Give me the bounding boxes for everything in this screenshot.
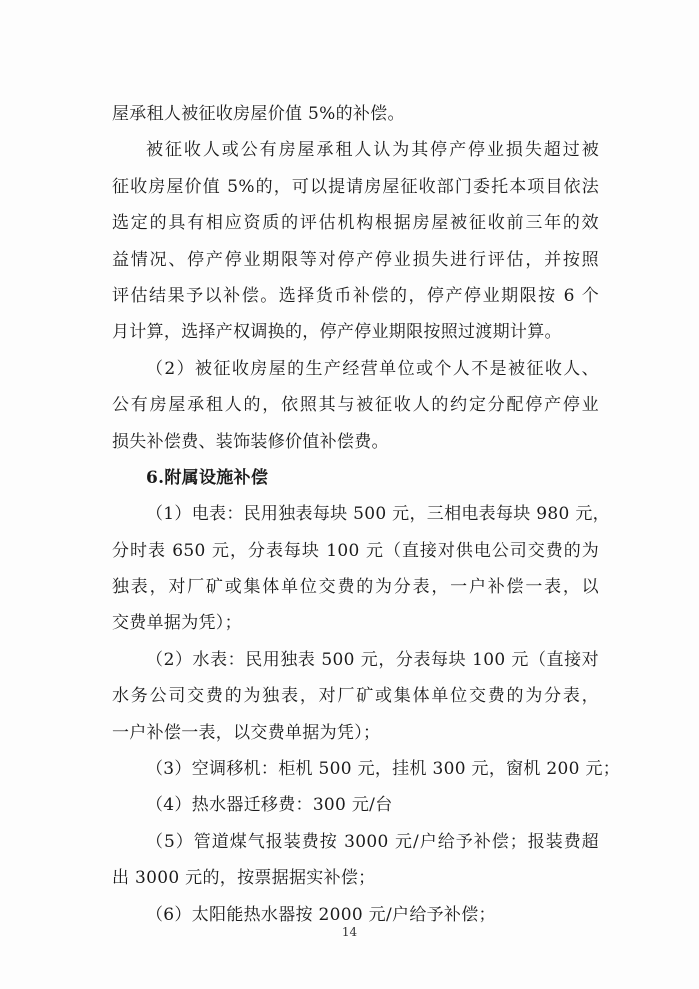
text-line: （6）太阳能热水器按 2000 元/户给予补偿；	[146, 904, 496, 925]
text-line: 交费单据为凭）；	[112, 613, 242, 634]
text-line: （2）被征收房屋的生产经营单位或个人不是被征收人、	[146, 358, 599, 379]
text-line: 一户补偿一表，以交费单据为凭）；	[112, 722, 381, 743]
text-line: 独表，对厂矿或集体单位交费的为分表，一户补偿一表，以	[112, 577, 599, 598]
text-line: 月计算，选择产权调换的，停产停业期限按照过渡期计算。	[112, 322, 562, 343]
text-line: 益情况、停产停业期限等对停产停业损失进行评估，并按照	[112, 249, 599, 270]
text-line: （3）空调移机：柜机 500 元，挂机 300 元，窗机 200 元；	[146, 759, 621, 780]
text-line: （4）热水器迁移费：300 元/台	[146, 795, 393, 816]
text-line: （1）电表：民用独表每块 500 元，三相电表每块 980 元，	[146, 504, 610, 525]
text-line: 征收房屋价值 5%的，可以提请房屋征收部门委托本项目依法	[112, 176, 599, 197]
text-line: 评估结果予以补偿。选择货币补偿的，停产停业期限按 6 个	[112, 285, 599, 306]
text-line: 水务公司交费的为独表，对厂矿或集体单位交费的为分表，	[112, 686, 599, 707]
text-line: （5）管道煤气报装费按 3000 元/户给予补偿；报装费超	[146, 831, 599, 852]
text-line: 屋承租人被征收房屋价值 5%的补偿。	[112, 104, 405, 124]
document-body	[112, 96, 621, 933]
text-line: 损失补偿费、装饰装修价值补偿费。	[112, 431, 389, 452]
text-line: 出 3000 元的，按票据据实补偿；	[112, 868, 376, 889]
text-line: （2）水表：民用独表 500 元，分表每块 100 元（直接对	[146, 649, 599, 670]
text-line: 分时表 650 元，分表每块 100 元（直接对供电公司交费的为	[112, 540, 599, 561]
text-line: 公有房屋承租人的，依照其与被征收人的约定分配停产停业	[112, 395, 599, 416]
page-number: 14	[341, 925, 358, 939]
text-line: 选定的具有相应资质的评估机构根据房屋被征收前三年的效	[112, 213, 599, 234]
section-heading: 6.附属设施补偿	[146, 467, 269, 488]
text-line: 被征收人或公有房屋承租人认为其停产停业损失超过被	[146, 140, 599, 161]
